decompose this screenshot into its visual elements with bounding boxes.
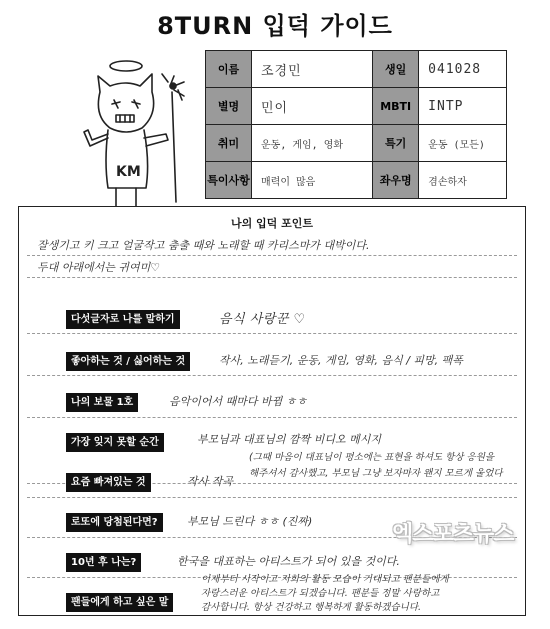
points-title: 나의 입덕 포인트: [230, 217, 314, 230]
answer-text: 음악이어서 때마다 바뀜 ㅎㅎ: [169, 395, 308, 408]
question-label: 좋아하는 것 / 싫어하는 것: [66, 352, 190, 371]
mbti-value: INTP: [419, 88, 507, 125]
profile-row: [206, 162, 507, 199]
skill-label: 특기: [373, 125, 419, 162]
points-answer-line1: 잘생기고 키 크고 얼굴작고 춤출 때와 노래할 때 카리스마가 대박이다.: [37, 239, 370, 252]
answer-text-cont: 자랑스러운 아티스트가 되겠습니다. 팬분들 정말 사랑하고: [201, 588, 440, 599]
doodle-initials: KM: [116, 164, 141, 180]
mbti-label: MBTI: [373, 88, 419, 125]
divider: [27, 375, 517, 376]
answer-text-cont: (그때 마음이 대표님이 평소에는 표현을 하셔도 항상 응원을: [249, 452, 495, 463]
birth-value: 041028: [419, 51, 507, 88]
points-answer-line2: 두대 아래에서는 귀여미♡: [37, 261, 161, 274]
motto-value: 겸손하자: [419, 162, 507, 199]
birth-label: 생일: [373, 51, 419, 88]
skill-value: 운동 (모든): [419, 125, 507, 162]
question-label: 가장 잊지 못할 순간: [66, 433, 164, 452]
divider: [27, 497, 517, 498]
question-label: 요즘 빠져있는 것: [66, 473, 151, 492]
name-label: 이름: [206, 51, 252, 88]
divider: [27, 255, 517, 256]
divider: [27, 333, 517, 334]
points-section: [18, 206, 526, 616]
question-label: 팬들에게 하고 싶은 말: [66, 593, 173, 612]
hobby-label: 취미: [206, 125, 252, 162]
answer-text: 한국을 대표하는 아티스트가 되어 있을 것이다.: [177, 555, 400, 568]
character-doodle: [78, 52, 198, 212]
nickname-value: 민이: [252, 88, 373, 125]
notes-label: 특이사항: [206, 162, 252, 199]
answer-text: 음식 사랑꾼 ♡: [219, 312, 306, 327]
answer-text: 부모님과 대표님의 깜짝 비디오 메시지: [197, 433, 382, 446]
question-label: 로또에 당첨된다면?: [66, 513, 163, 532]
profile-row: [206, 125, 507, 162]
divider: [27, 417, 517, 418]
answer-text: 이제부터 시작이고 저희의 활동 모습이 기대되고 팬분들에게: [201, 574, 449, 585]
profile-table: [205, 50, 507, 199]
profile-row: [206, 88, 507, 125]
hobby-value: 운동, 게임, 영화: [252, 125, 373, 162]
divider: [27, 277, 517, 278]
question-label: 다섯글자로 나를 말하기: [66, 310, 180, 329]
profile-row: [206, 51, 507, 88]
motto-label: 좌우명: [373, 162, 419, 199]
answer-text: 부모님 드린다 ㅎㅎ (진짜): [187, 515, 313, 528]
question-label: 나의 보물 1호: [66, 393, 138, 412]
answer-text-cont: 해주셔서 감사했고, 부모님 그냥 보자마자 왠지 모르게 울었다: [249, 468, 503, 479]
answer-text: 작사 작곡: [187, 475, 234, 488]
answer-text: 작사, 노래듣기, 운동, 게임, 영화, 음식 / 피망, 팩폭: [219, 354, 463, 367]
notes-value: 매력이 많음: [252, 162, 373, 199]
nickname-label: 별명: [206, 88, 252, 125]
watermark-logo: 엑스포츠뉴스: [392, 522, 514, 547]
answer-text-cont: 감사합니다. 항상 건강하고 행복하게 활동하겠습니다.: [201, 602, 422, 613]
page-title: 8TURN 입덕 가이드: [157, 12, 393, 40]
name-value: 조경민: [252, 51, 373, 88]
question-label: 10년 후 나는?: [66, 553, 141, 572]
